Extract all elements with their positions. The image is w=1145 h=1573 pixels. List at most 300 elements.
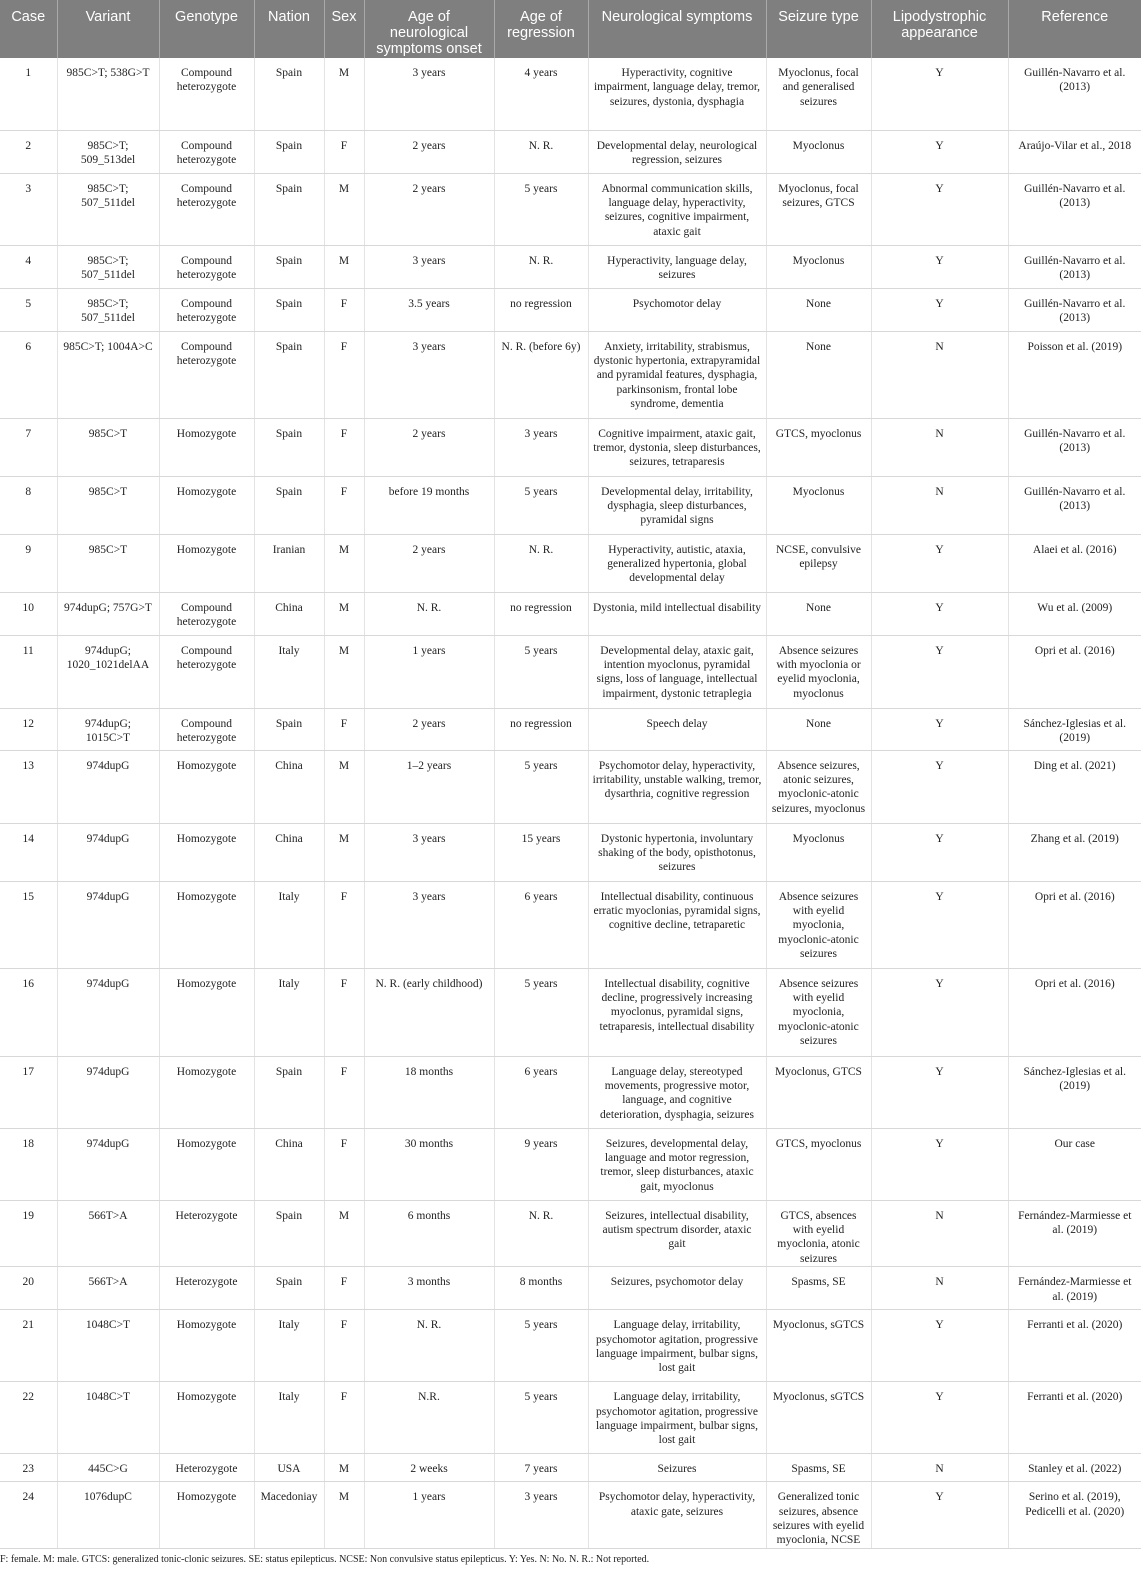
cell-nation: China <box>254 823 324 881</box>
cell-variant: 985C>T; 538G>T <box>57 58 159 130</box>
cell-sex: M <box>324 245 364 288</box>
cell-lipodystrophic-appearance: Y <box>871 708 1008 750</box>
cell-neurological-symptoms: Psychomotor delay, hyperactivity, ataxic gate, seizures <box>588 1482 766 1549</box>
cell-reference: Guillén-Navarro et al. (2013) <box>1008 418 1141 476</box>
cell-nation: Italy <box>254 635 324 708</box>
cell-case: 18 <box>0 1128 57 1200</box>
cell-sex: M <box>324 635 364 708</box>
cell-regression-age: 5 years <box>494 476 588 534</box>
cell-sex: M <box>324 1454 364 1482</box>
cell-case: 6 <box>0 331 57 418</box>
cell-lipodystrophic-appearance: Y <box>871 173 1008 245</box>
cell-regression-age: N. R. <box>494 130 588 173</box>
cell-lipodystrophic-appearance: Y <box>871 750 1008 823</box>
cell-lipodystrophic-appearance: Y <box>871 1310 1008 1382</box>
cell-variant: 985C>T <box>57 418 159 476</box>
table-body <box>0 58 1141 1548</box>
cell-variant: 566T>A <box>57 1200 159 1267</box>
cell-reference: Fernández-Marmiesse et al. (2019) <box>1008 1200 1141 1267</box>
cell-sex: F <box>324 708 364 750</box>
table-row <box>0 1382 1141 1454</box>
column-header-reference: Reference <box>1008 0 1141 58</box>
cell-case: 15 <box>0 881 57 968</box>
cell-variant: 974dupG <box>57 1056 159 1128</box>
cell-genotype: Heterozygote <box>159 1454 254 1482</box>
cell-genotype: Homozygote <box>159 1128 254 1200</box>
cell-case: 17 <box>0 1056 57 1128</box>
cell-onset-age: 1–2 years <box>364 750 494 823</box>
cell-variant: 974dupG <box>57 881 159 968</box>
cell-regression-age: 7 years <box>494 1454 588 1482</box>
table-row <box>0 1454 1141 1482</box>
cell-case: 14 <box>0 823 57 881</box>
cell-variant: 1048C>T <box>57 1310 159 1382</box>
cell-genotype: Homozygote <box>159 534 254 592</box>
cell-lipodystrophic-appearance: Y <box>871 823 1008 881</box>
cell-neurological-symptoms: Seizures <box>588 1454 766 1482</box>
cell-lipodystrophic-appearance: N <box>871 476 1008 534</box>
cell-regression-age: 3 years <box>494 418 588 476</box>
cell-lipodystrophic-appearance: Y <box>871 58 1008 130</box>
cell-sex: M <box>324 534 364 592</box>
cell-lipodystrophic-appearance: Y <box>871 1482 1008 1549</box>
cell-lipodystrophic-appearance: Y <box>871 881 1008 968</box>
cell-seizure-type: Myoclonus <box>766 476 871 534</box>
cell-regression-age: N. R. <box>494 1200 588 1267</box>
cell-case: 16 <box>0 968 57 1056</box>
cell-regression-age: 6 years <box>494 1056 588 1128</box>
cell-nation: Italy <box>254 968 324 1056</box>
column-header-nation: Nation <box>254 0 324 58</box>
cell-reference: Ding et al. (2021) <box>1008 750 1141 823</box>
column-header-seizure-type: Seizure type <box>766 0 871 58</box>
cell-variant: 974dupG <box>57 1128 159 1200</box>
cell-sex: F <box>324 288 364 331</box>
cell-variant: 985C>T; 507_511del <box>57 173 159 245</box>
cell-neurological-symptoms: Psychomotor delay, hyperactivity, irritability, unstable walking, tremor, dysarthria, cognitive regression <box>588 750 766 823</box>
cell-reference: Our case <box>1008 1128 1141 1200</box>
cell-seizure-type: Absence seizures with eyelid myoclonia, myoclonic-atonic seizures <box>766 881 871 968</box>
cell-seizure-type: None <box>766 708 871 750</box>
cell-reference: Guillén-Navarro et al. (2013) <box>1008 173 1141 245</box>
cell-case: 11 <box>0 635 57 708</box>
cell-nation: Spain <box>254 476 324 534</box>
cell-variant: 974dupG; 757G>T <box>57 592 159 635</box>
cell-nation: Italy <box>254 881 324 968</box>
cell-onset-age: 30 months <box>364 1128 494 1200</box>
cell-genotype: Homozygote <box>159 968 254 1056</box>
cell-sex: F <box>324 418 364 476</box>
cell-sex: M <box>324 173 364 245</box>
cell-seizure-type: Myoclonus <box>766 245 871 288</box>
cell-regression-age: 15 years <box>494 823 588 881</box>
cell-case: 24 <box>0 1482 57 1549</box>
cell-lipodystrophic-appearance: N <box>871 331 1008 418</box>
cell-regression-age: 5 years <box>494 173 588 245</box>
cell-onset-age: N. R. (early childhood) <box>364 968 494 1056</box>
cell-regression-age: no regression <box>494 592 588 635</box>
cell-lipodystrophic-appearance: N <box>871 1454 1008 1482</box>
table-footnote: F: female. M: male. GTCS: generalized tonic-clonic seizures. SE: status epilepticus. NCSE: Non convulsive status epilepticus. Y: Yes. N: No. N. R.: Not reported. <box>0 1554 650 1565</box>
cell-nation: Spain <box>254 58 324 130</box>
cell-nation: Spain <box>254 1267 324 1310</box>
cell-genotype: Homozygote <box>159 881 254 968</box>
cell-nation: China <box>254 750 324 823</box>
cell-genotype: Homozygote <box>159 1310 254 1382</box>
cell-reference: Zhang et al. (2019) <box>1008 823 1141 881</box>
cell-seizure-type: Myoclonus, sGTCS <box>766 1382 871 1454</box>
cell-case: 12 <box>0 708 57 750</box>
cell-case: 7 <box>0 418 57 476</box>
cell-variant: 985C>T; 1004A>C <box>57 331 159 418</box>
cell-case: 9 <box>0 534 57 592</box>
table-row <box>0 823 1141 881</box>
cell-variant: 1048C>T <box>57 1382 159 1454</box>
cell-reference: Wu et al. (2009) <box>1008 592 1141 635</box>
cell-regression-age: 4 years <box>494 58 588 130</box>
cell-regression-age: 9 years <box>494 1128 588 1200</box>
cell-sex: M <box>324 592 364 635</box>
column-header-onset-age: Age of neurological symptoms onset <box>364 0 494 58</box>
cell-variant: 985C>T; 507_511del <box>57 288 159 331</box>
cell-seizure-type: Myoclonus, sGTCS <box>766 1310 871 1382</box>
cell-case: 22 <box>0 1382 57 1454</box>
cell-neurological-symptoms: Developmental delay, ataxic gait, intention myoclonus, pyramidal signs, loss of language, intellectual impairment, dystonic tetraplegia <box>588 635 766 708</box>
cell-case: 13 <box>0 750 57 823</box>
cell-onset-age: 3 years <box>364 58 494 130</box>
cell-nation: Spain <box>254 1056 324 1128</box>
cell-neurological-symptoms: Intellectual disability, cognitive decline, progressively increasing myoclonus, pyramidal signs, tetraparesis, intellectual disability <box>588 968 766 1056</box>
table-row <box>0 331 1141 418</box>
column-header-genotype: Genotype <box>159 0 254 58</box>
cell-genotype: Heterozygote <box>159 1267 254 1310</box>
cell-genotype: Compound heterozygote <box>159 288 254 331</box>
cell-lipodystrophic-appearance: Y <box>871 592 1008 635</box>
cell-nation: Iranian <box>254 534 324 592</box>
cell-genotype: Homozygote <box>159 823 254 881</box>
cell-onset-age: N. R. <box>364 1310 494 1382</box>
cell-variant: 445C>G <box>57 1454 159 1482</box>
cell-case: 20 <box>0 1267 57 1310</box>
cell-nation: China <box>254 1128 324 1200</box>
cell-nation: Spain <box>254 288 324 331</box>
cell-genotype: Homozygote <box>159 750 254 823</box>
cell-onset-age: 2 years <box>364 130 494 173</box>
cell-neurological-symptoms: Dystonic hypertonia, involuntary shaking of the body, opisthotonus, seizures <box>588 823 766 881</box>
cell-regression-age: 8 months <box>494 1267 588 1310</box>
cell-nation: Spain <box>254 130 324 173</box>
cell-seizure-type: Myoclonus <box>766 130 871 173</box>
cell-seizure-type: Absence seizures with myoclonia or eyelid myoclonia, myoclonus <box>766 635 871 708</box>
cell-regression-age: 5 years <box>494 1310 588 1382</box>
cell-case: 2 <box>0 130 57 173</box>
cell-neurological-symptoms: Language delay, irritability, psychomotor agitation, progressive language impairment, bulbar signs, lost gait <box>588 1382 766 1454</box>
cell-reference: Opri et al. (2016) <box>1008 635 1141 708</box>
cell-variant: 974dupG <box>57 823 159 881</box>
cell-genotype: Compound heterozygote <box>159 635 254 708</box>
cell-variant: 985C>T; 507_511del <box>57 245 159 288</box>
cell-neurological-symptoms: Language delay, irritability, psychomotor agitation, progressive language impairment, bulbar signs, lost gait <box>588 1310 766 1382</box>
cell-onset-age: 2 years <box>364 173 494 245</box>
cell-onset-age: N. R. <box>364 592 494 635</box>
cell-variant: 974dupG; 1020_1021delAA <box>57 635 159 708</box>
cell-neurological-symptoms: Seizures, intellectual disability, autism spectrum disorder, ataxic gait <box>588 1200 766 1267</box>
cell-onset-age: 3 months <box>364 1267 494 1310</box>
cell-sex: M <box>324 823 364 881</box>
cell-reference: Ferranti et al. (2020) <box>1008 1310 1141 1382</box>
cell-neurological-symptoms: Speech delay <box>588 708 766 750</box>
cell-variant: 566T>A <box>57 1267 159 1310</box>
cell-case: 8 <box>0 476 57 534</box>
cell-genotype: Compound heterozygote <box>159 331 254 418</box>
cell-seizure-type: NCSE, convulsive epilepsy <box>766 534 871 592</box>
cell-reference: Ferranti et al. (2020) <box>1008 1382 1141 1454</box>
cell-neurological-symptoms: Seizures, developmental delay, language and motor regression, tremor, sleep disturbances, ataxic gait, myoclonus <box>588 1128 766 1200</box>
cell-genotype: Homozygote <box>159 1056 254 1128</box>
cell-genotype: Homozygote <box>159 476 254 534</box>
table-row <box>0 1128 1141 1200</box>
cell-reference: Guillén-Navarro et al. (2013) <box>1008 476 1141 534</box>
table-row <box>0 1310 1141 1382</box>
cell-onset-age: 3 years <box>364 245 494 288</box>
cell-case: 19 <box>0 1200 57 1267</box>
cell-lipodystrophic-appearance: N <box>871 1267 1008 1310</box>
cell-neurological-symptoms: Seizures, psychomotor delay <box>588 1267 766 1310</box>
cell-neurological-symptoms: Psychomotor delay <box>588 288 766 331</box>
cell-neurological-symptoms: Intellectual disability, continuous erratic myoclonias, pyramidal signs, cognitive decline, tetraparetic <box>588 881 766 968</box>
cell-genotype: Homozygote <box>159 1382 254 1454</box>
cell-lipodystrophic-appearance: N <box>871 418 1008 476</box>
cell-regression-age: 5 years <box>494 635 588 708</box>
table-row <box>0 708 1141 750</box>
cell-neurological-symptoms: Developmental delay, irritability, dysphagia, sleep disturbances, pyramidal signs <box>588 476 766 534</box>
table-row <box>0 130 1141 173</box>
table-row <box>0 592 1141 635</box>
cell-case: 10 <box>0 592 57 635</box>
cell-sex: F <box>324 1128 364 1200</box>
cell-nation: Spain <box>254 245 324 288</box>
cell-neurological-symptoms: Language delay, stereotyped movements, progressive motor, language, and cognitive deterioration, dysphagia, seizures <box>588 1056 766 1128</box>
table-row <box>0 1200 1141 1267</box>
cell-nation: Spain <box>254 173 324 245</box>
cell-neurological-symptoms: Dystonia, mild intellectual disability <box>588 592 766 635</box>
cell-regression-age: no regression <box>494 708 588 750</box>
table-row <box>0 881 1141 968</box>
cell-neurological-symptoms: Anxiety, irritability, strabismus, dystonic hypertonia, extrapyramidal and pyramidal features, dysphagia, parkinsonism, frontal lobe syndrome, dementia <box>588 331 766 418</box>
cell-seizure-type: Generalized tonic seizures, absence seizures with eyelid myoclonia, NCSE <box>766 1482 871 1549</box>
cell-seizure-type: Spasms, SE <box>766 1267 871 1310</box>
cell-reference: Fernández-Marmiesse et al. (2019) <box>1008 1267 1141 1310</box>
cell-sex: M <box>324 1200 364 1267</box>
cell-nation: Italy <box>254 1382 324 1454</box>
column-header-lipodystrophic-appearance: Lipodystrophic appearance <box>871 0 1008 58</box>
cell-onset-age: 2 years <box>364 708 494 750</box>
cell-variant: 985C>T <box>57 534 159 592</box>
cell-nation: Spain <box>254 331 324 418</box>
cell-neurological-symptoms: Abnormal communication skills, language delay, hyperactivity, seizures, cognitive impairment, ataxic gait <box>588 173 766 245</box>
table-row <box>0 635 1141 708</box>
cell-genotype: Compound heterozygote <box>159 58 254 130</box>
cell-sex: M <box>324 58 364 130</box>
cell-seizure-type: None <box>766 331 871 418</box>
table-row <box>0 1267 1141 1310</box>
cell-reference: Guillén-Navarro et al. (2013) <box>1008 58 1141 130</box>
cell-reference: Opri et al. (2016) <box>1008 968 1141 1056</box>
cell-variant: 974dupG <box>57 750 159 823</box>
cell-lipodystrophic-appearance: Y <box>871 1056 1008 1128</box>
cell-regression-age: 6 years <box>494 881 588 968</box>
cell-regression-age: 5 years <box>494 1382 588 1454</box>
cell-regression-age: 3 years <box>494 1482 588 1549</box>
cell-onset-age: 3.5 years <box>364 288 494 331</box>
cell-onset-age: 2 years <box>364 418 494 476</box>
cell-seizure-type: Absence seizures, atonic seizures, myoclonic-atonic seizures, myoclonus <box>766 750 871 823</box>
cell-nation: USA <box>254 1454 324 1482</box>
header-row <box>0 0 1141 58</box>
cell-variant: 1076dupC <box>57 1482 159 1549</box>
table-row <box>0 750 1141 823</box>
table-row <box>0 1482 1141 1549</box>
cell-nation: Italy <box>254 1310 324 1382</box>
cell-onset-age: 1 years <box>364 1482 494 1549</box>
cell-neurological-symptoms: Developmental delay, neurological regression, seizures <box>588 130 766 173</box>
cell-reference: Poisson et al. (2019) <box>1008 331 1141 418</box>
cell-seizure-type: Myoclonus, focal seizures, GTCS <box>766 173 871 245</box>
cell-variant: 974dupG <box>57 968 159 1056</box>
cell-onset-age: 1 years <box>364 635 494 708</box>
column-header-neurological-symptoms: Neurological symptoms <box>588 0 766 58</box>
cell-regression-age: N. R. (before 6y) <box>494 331 588 418</box>
table-row <box>0 173 1141 245</box>
column-header-regression-age: Age of regression <box>494 0 588 58</box>
cell-sex: M <box>324 750 364 823</box>
cell-reference: Stanley et al. (2022) <box>1008 1454 1141 1482</box>
cell-variant: 985C>T <box>57 476 159 534</box>
cell-sex: F <box>324 331 364 418</box>
cell-case: 23 <box>0 1454 57 1482</box>
cell-variant: 985C>T; 509_513del <box>57 130 159 173</box>
cell-reference: Guillén-Navarro et al. (2013) <box>1008 245 1141 288</box>
cell-seizure-type: GTCS, absences with eyelid myoclonia, atonic seizures <box>766 1200 871 1267</box>
cell-nation: Spain <box>254 1200 324 1267</box>
cell-genotype: Homozygote <box>159 418 254 476</box>
cell-sex: F <box>324 1267 364 1310</box>
cell-onset-age: 3 years <box>364 823 494 881</box>
table-row <box>0 418 1141 476</box>
cell-onset-age: 2 weeks <box>364 1454 494 1482</box>
cell-lipodystrophic-appearance: Y <box>871 1128 1008 1200</box>
cell-lipodystrophic-appearance: Y <box>871 1382 1008 1454</box>
cell-neurological-symptoms: Hyperactivity, autistic, ataxia, generalized hypertonia, global developmental delay <box>588 534 766 592</box>
cell-genotype: Compound heterozygote <box>159 173 254 245</box>
cell-seizure-type: Myoclonus, focal and generalised seizures <box>766 58 871 130</box>
cell-regression-age: N. R. <box>494 245 588 288</box>
cell-case: 1 <box>0 58 57 130</box>
cell-lipodystrophic-appearance: Y <box>871 534 1008 592</box>
cell-genotype: Compound heterozygote <box>159 592 254 635</box>
column-header-variant: Variant <box>57 0 159 58</box>
cell-lipodystrophic-appearance: N <box>871 1200 1008 1267</box>
column-header-sex: Sex <box>324 0 364 58</box>
cell-sex: M <box>324 1482 364 1549</box>
cell-reference: Sánchez-Iglesias et al. (2019) <box>1008 1056 1141 1128</box>
cell-reference: Opri et al. (2016) <box>1008 881 1141 968</box>
cell-case: 3 <box>0 173 57 245</box>
column-header-case: Case <box>0 0 57 58</box>
table-row <box>0 288 1141 331</box>
cell-case: 4 <box>0 245 57 288</box>
cell-onset-age: before 19 months <box>364 476 494 534</box>
cell-sex: F <box>324 476 364 534</box>
cell-nation: Macedoniay <box>254 1482 324 1549</box>
cell-neurological-symptoms: Hyperactivity, language delay, seizures <box>588 245 766 288</box>
cell-nation: Spain <box>254 418 324 476</box>
cell-sex: F <box>324 1056 364 1128</box>
cell-lipodystrophic-appearance: Y <box>871 968 1008 1056</box>
cell-sex: F <box>324 1382 364 1454</box>
cell-onset-age: 3 years <box>364 331 494 418</box>
cell-genotype: Heterozygote <box>159 1200 254 1267</box>
cell-seizure-type: Myoclonus, GTCS <box>766 1056 871 1128</box>
cell-case: 5 <box>0 288 57 331</box>
table-row <box>0 1056 1141 1128</box>
cell-sex: F <box>324 881 364 968</box>
cell-seizure-type: Myoclonus <box>766 823 871 881</box>
cell-neurological-symptoms: Cognitive impairment, ataxic gait, tremor, dystonia, sleep disturbances, seizures, tetraparesis <box>588 418 766 476</box>
cell-lipodystrophic-appearance: Y <box>871 130 1008 173</box>
cell-reference: Sánchez-Iglesias et al. (2019) <box>1008 708 1141 750</box>
cell-genotype: Homozygote <box>159 1482 254 1549</box>
cell-variant: 974dupG; 1015C>T <box>57 708 159 750</box>
table-row <box>0 58 1141 130</box>
cell-onset-age: 6 months <box>364 1200 494 1267</box>
cell-lipodystrophic-appearance: Y <box>871 288 1008 331</box>
cell-nation: China <box>254 592 324 635</box>
cell-case: 21 <box>0 1310 57 1382</box>
cell-seizure-type: None <box>766 288 871 331</box>
cell-onset-age: N.R. <box>364 1382 494 1454</box>
cell-reference: Araújo-Vilar et al., 2018 <box>1008 130 1141 173</box>
cell-sex: F <box>324 130 364 173</box>
cell-seizure-type: Spasms, SE <box>766 1454 871 1482</box>
cell-seizure-type: Absence seizures with eyelid myoclonia, myoclonic-atonic seizures <box>766 968 871 1056</box>
cell-sex: F <box>324 968 364 1056</box>
cell-lipodystrophic-appearance: Y <box>871 635 1008 708</box>
cell-onset-age: 3 years <box>364 881 494 968</box>
cell-genotype: Compound heterozygote <box>159 708 254 750</box>
cell-reference: Alaei et al. (2016) <box>1008 534 1141 592</box>
table-row <box>0 968 1141 1056</box>
cell-regression-age: 5 years <box>494 750 588 823</box>
cell-lipodystrophic-appearance: Y <box>871 245 1008 288</box>
cell-onset-age: 2 years <box>364 534 494 592</box>
cell-nation: Spain <box>254 708 324 750</box>
cell-onset-age: 18 months <box>364 1056 494 1128</box>
cell-reference: Guillén-Navarro et al. (2013) <box>1008 288 1141 331</box>
cell-neurological-symptoms: Hyperactivity, cognitive impairment, language delay, tremor, seizures, dystonia, dysphagia <box>588 58 766 130</box>
cell-seizure-type: GTCS, myoclonus <box>766 418 871 476</box>
cell-sex: F <box>324 1310 364 1382</box>
cell-seizure-type: GTCS, myoclonus <box>766 1128 871 1200</box>
cell-reference: Serino et al. (2019), Pedicelli et al. (2020) <box>1008 1482 1141 1549</box>
cell-seizure-type: None <box>766 592 871 635</box>
table-row <box>0 245 1141 288</box>
cell-regression-age: 5 years <box>494 968 588 1056</box>
cell-genotype: Compound heterozygote <box>159 245 254 288</box>
cell-regression-age: N. R. <box>494 534 588 592</box>
cell-genotype: Compound heterozygote <box>159 130 254 173</box>
table-row <box>0 476 1141 534</box>
